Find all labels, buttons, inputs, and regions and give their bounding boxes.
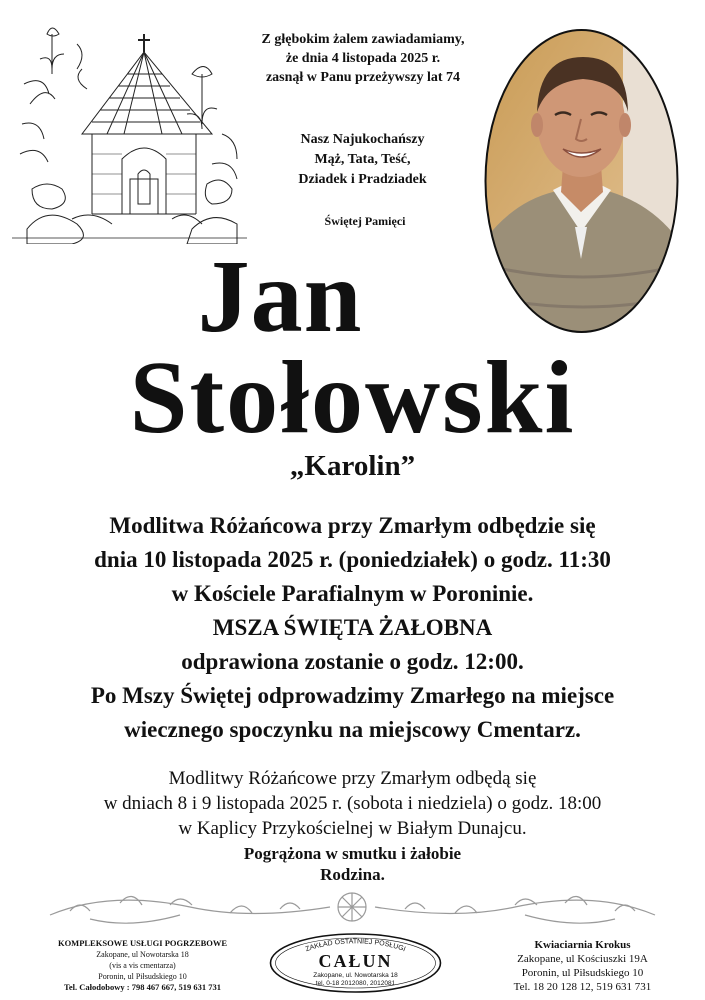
- ceremony-line: Modlitwa Różańcowa przy Zmarłym odbędzie się: [109, 513, 596, 538]
- mourning-family: Rodzina.: [320, 865, 385, 884]
- funeral-services-line: (vis a vis cmentarza): [109, 961, 176, 970]
- prayer-line: w Kaplicy Przykościelnej w Białym Dunajcu.: [178, 818, 527, 839]
- prayer-line: w dniach 8 i 9 listopada 2025 r. (sobota i niedziela) o godz. 18:00: [103, 793, 602, 814]
- intro-line: zasnął w Panu przeżywszy lat 74: [265, 70, 461, 85]
- family-line: Dziadek i Pradziadek: [298, 172, 427, 187]
- ceremony-line: w Kościele Parafialnym w Poroninie.: [171, 581, 534, 606]
- memory-label: Świętej Pamięci: [324, 214, 406, 228]
- ceremony-details: [10, 509, 695, 747]
- nickname: „Karolin”: [289, 450, 416, 482]
- floral-ornament-icon: [30, 885, 675, 930]
- funeral-services-ad: [20, 938, 265, 993]
- ceremony-line: dnia 10 listopada 2025 r. (poniedziałek) o godz. 11:30: [94, 547, 611, 572]
- ceremony-line: wiecznego spoczynku na miejscowy Cmentarz.: [124, 717, 581, 742]
- intro-line: Z głębokim żalem zawiadamiamy,: [261, 32, 465, 47]
- badge-phone: tel. 0-18 2012080, 2012081: [315, 980, 396, 987]
- family-line: Mąż, Tata, Teść,: [314, 152, 411, 167]
- first-name: Jan: [197, 239, 363, 354]
- mourning-line: Pogrążona w smutku i żałobie: [243, 844, 462, 863]
- family-line: Nasz Najukochańszy: [300, 132, 425, 147]
- funeral-services-phone: Tel. Całodobowy : 798 467 667, 519 631 731: [64, 982, 221, 992]
- florist-line: Zakopane, ul Kościuszki 19A: [517, 953, 648, 965]
- badge-top-text: ZAKŁAD OSTATNIEJ POSŁUGI: [304, 938, 407, 954]
- funeral-services-title: KOMPLEKSOWE USŁUGI POGRZEBOWE: [57, 938, 228, 948]
- chapel-illustration-icon: [12, 14, 247, 244]
- florist-line: Poronin, ul Piłsudskiego 10: [521, 967, 644, 979]
- florist-ad: [475, 938, 690, 994]
- last-name: Stołowski: [129, 340, 576, 455]
- florist-title: Kwiaciarnia Krokus: [534, 939, 631, 951]
- calun-badge: [268, 932, 443, 994]
- badge-address: Zakopane, ul. Nowotarska 18: [313, 972, 398, 979]
- ceremony-line: odprawiona zostanie o godz. 12:00.: [181, 649, 524, 674]
- portrait-photo-icon: [483, 27, 680, 335]
- funeral-services-line: Zakopane, ul Nowotarska 18: [96, 950, 189, 959]
- family-relations: [250, 130, 475, 190]
- florist-line: Tel. 18 20 128 12, 519 631 731: [513, 981, 652, 993]
- ceremony-line: MSZA ŚWIĘTA ŻAŁOBNA: [212, 615, 493, 640]
- prayer-line: Modlitwy Różańcowe przy Zmarłym odbędą się: [168, 768, 537, 789]
- intro-text: [228, 30, 498, 87]
- badge-name: CAŁUN: [318, 951, 393, 971]
- funeral-services-line: Poronin, ul Piłsudskiego 10: [98, 972, 187, 981]
- mourning-signature: [150, 843, 555, 885]
- intro-line: że dnia 4 listopada 2025 r.: [285, 51, 441, 66]
- additional-prayers: [10, 766, 695, 841]
- ceremony-line: Po Mszy Świętej odprowadzimy Zmarłego na miejsce: [90, 683, 615, 708]
